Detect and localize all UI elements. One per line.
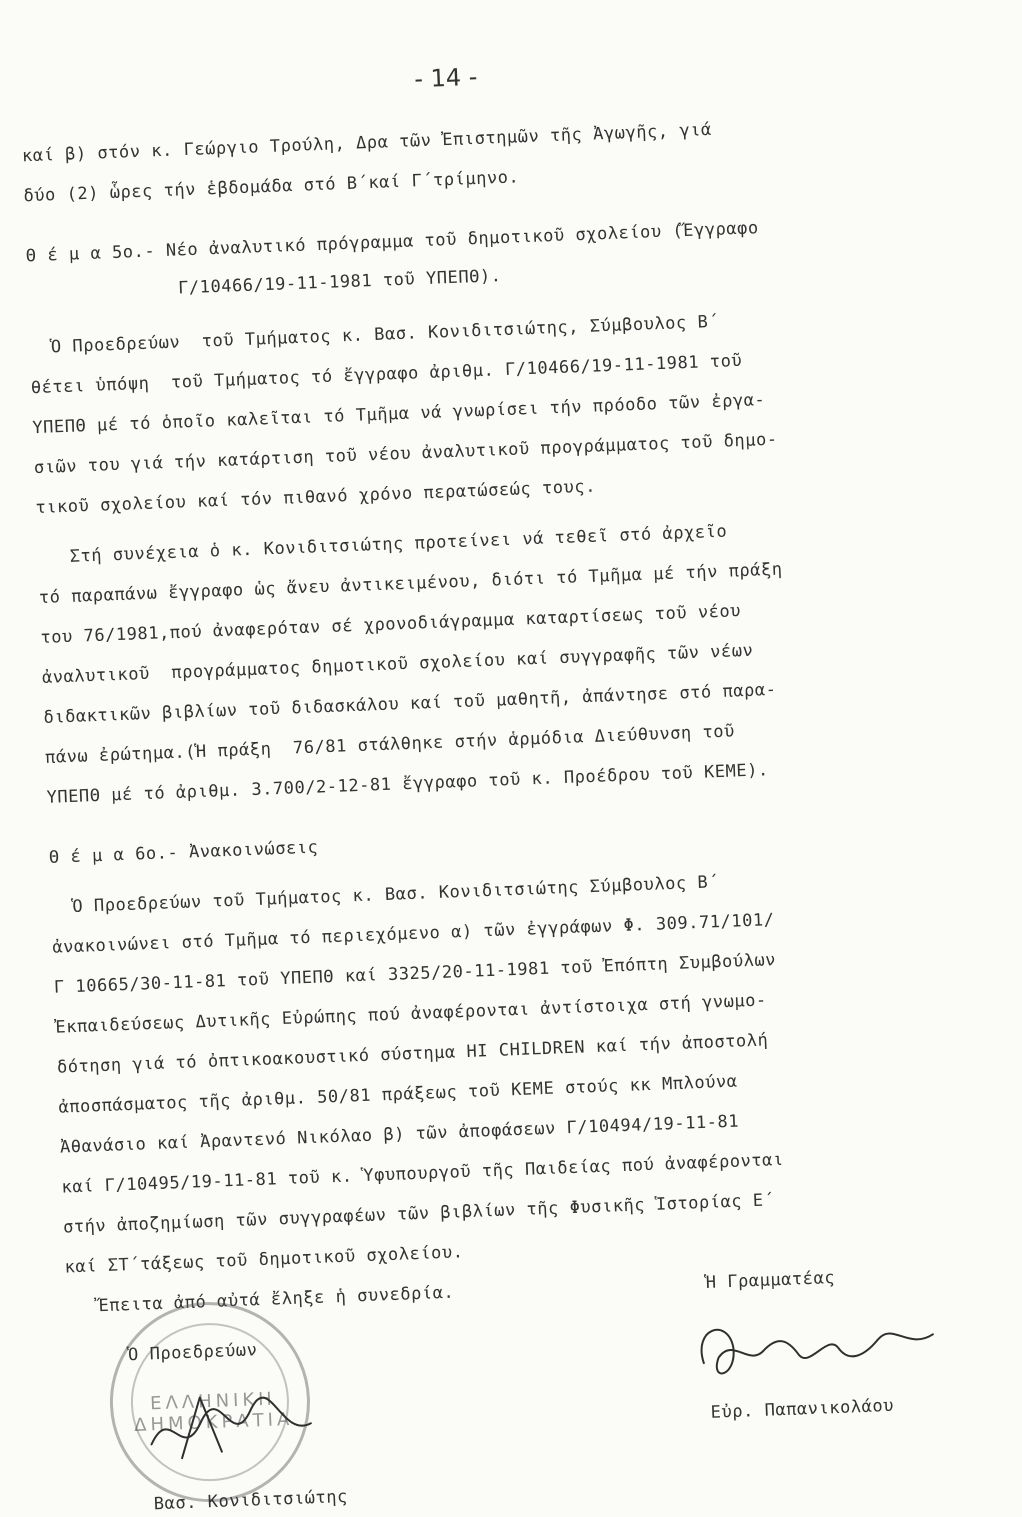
- chair-name: Βασ. Κονιδιτσιώτης: [153, 1486, 349, 1515]
- text-line: καί ΣΤ΄τάξεως τοῦ δημοτικοῦ σχολείου.: [64, 1242, 464, 1278]
- text-line: Ἔπειτα ἀπό αὐτά ἔληξε ἡ συνεδρία.: [65, 1282, 455, 1318]
- page-number: - 14 -: [413, 62, 478, 94]
- text-line: Ἀθανάσιο καί Ἀραντενό Νικόλαο β) τῶν ἀποφάσεων Γ/10494/19-11-81: [59, 1111, 740, 1158]
- text-line: ΥΠΕΠΘ μέ τό ἀριθμ. 3.700/2-12-81 ἔγγραφο τοῦ κ. Προέδρου τοῦ ΚΕΜΕ).: [46, 760, 770, 808]
- text-line: διδακτικῶν βιβλίων τοῦ διδασκάλου καί τοῦ μαθητῆ, ἀπάντησε στό παρα-: [43, 679, 777, 728]
- chair-title: Ὁ Προεδρεύων: [127, 1340, 258, 1366]
- text-line: θέτει ὑπόψη τοῦ Τμήματος τό ἔγγραφο ἀριθμ. Γ/10466/19-11-1981 τοῦ: [30, 350, 743, 399]
- text-line: Ἐκπαιδεύσεως Δυτικῆς Εὐρώπης πού ἀναφέρονται ἀντίστοιχα στή γνωμο-: [55, 990, 768, 1038]
- text-line: ἀναλυτικοῦ προγράμματος δημοτικοῦ σχολείου καί συγγραφῆς τῶν νέων: [41, 640, 754, 689]
- text-line: στήν ἀποζημίωση τῶν συγγραφέων τῶν βιβλίων τῆς Φυσικῆς Ἱστορίας Ε΄: [62, 1190, 775, 1238]
- secretary-title: Ἡ Γραμματέας: [705, 1268, 836, 1293]
- text-line: Γ/10466/19-11-1981 τοῦ ΥΠΕΠΘ).: [26, 266, 502, 305]
- text-line: Ὁ Προεδρεύων τοῦ Τμήματος κ. Βασ. Κονιδιτσιώτης Σύμβουλος Β΄: [50, 872, 720, 918]
- text-line: ἀνακοινώνει στό Τμῆμα τό περιεχόμενο α) τῶν ἐγγράφων Φ. 309.71/101/: [52, 910, 775, 958]
- seal-text: ΕΛΛΗΝΙΚΗ ΔΗΜΟΚΡΑΤΙΑ: [133, 1388, 294, 1437]
- secretary-signature: [687, 1299, 950, 1399]
- text-line: δότηση γιά τό ὀπτικοακουστικό σύστημα HI CHILDREN καί τήν ἀποστολή: [56, 1030, 769, 1078]
- text-line: του 76/1981,πού ἀναφερόταν σέ χρονοδιάγραμμα καταρτίσεως τοῦ νέου: [40, 601, 742, 649]
- text-line: ΥΠΕΠΘ μέ τό ὁποῖο καλεῖται τό Τμῆμα νά γνωρίσει τήν πρόοδο τῶν ἐργα-: [32, 390, 766, 439]
- text-line: καί β) στόν κ. Γεώργιο Τρούλη, Δρα τῶν Ἐπιστημῶν τῆς Ἀγωγῆς, γιά: [21, 119, 713, 167]
- section-heading-5: Θ έ μ α 5ο.- Νέο ἀναλυτικό πρόγραμμα τοῦ δημοτικοῦ σχολείου (Ἔγγραφο: [25, 218, 760, 267]
- text-line: ἀποσπάσματος τῆς ἀριθμ. 50/81 πράξεως τοῦ ΚΕΜΕ στούς κκ Μπλούνα: [58, 1071, 738, 1118]
- text-line: σιῶν του γιά τήν κατάρτιση τοῦ νέου ἀναλυτικοῦ προγράμματος τοῦ δημο-: [33, 429, 778, 479]
- text-line: Γ 10665/30-11-81 τοῦ ΥΠΕΠΘ καί 3325/20-11-1981 τοῦ Ἐπόπτη Συμβούλων: [53, 950, 777, 998]
- text-line: τικοῦ σχολείου καί τόν πιθανό χρόνο περατώσεώς τους.: [35, 476, 597, 519]
- text-line: καί Γ/10495/19-11-81 τοῦ κ. Ὑφυπουργοῦ τῆς Παιδείας πού ἀναφέρονται: [61, 1149, 785, 1198]
- text-line: δύο (2) ὧρες τήν ἑβδομάδα στό Β΄καί Γ΄τρίμηνο.: [23, 167, 520, 207]
- typed-sheet: [18, 22, 1013, 1515]
- chair-signature: [139, 1377, 342, 1475]
- section-heading-6: Θ έ μ α 6ο.- Ἀνακοινώσεις: [48, 837, 319, 868]
- text-line: τό παραπάνω ἔγγραφο ὡς ἄνευ ἀντικειμένου, διότι τό Τμῆμα μέ τήν πράξη: [38, 559, 783, 609]
- text-line: πάνω ἐρώτημα.(Ἡ πράξη 76/81 στάλθηκε στήν ἁρμόδια Διεύθυνση τοῦ: [44, 721, 736, 768]
- secretary-name: Εὐρ. Παπανικολάου: [710, 1395, 895, 1423]
- text-line: Στή συνέχεια ὁ κ. Κονιδιτσιώτης προτείνει νά τεθεῖ στό ἀρχεῖο: [37, 521, 728, 569]
- text-line: Ὁ Προεδρεύων τοῦ Τμήματος κ. Βασ. Κονιδιτσιώτης, Σύμβουλος Β΄: [28, 311, 720, 359]
